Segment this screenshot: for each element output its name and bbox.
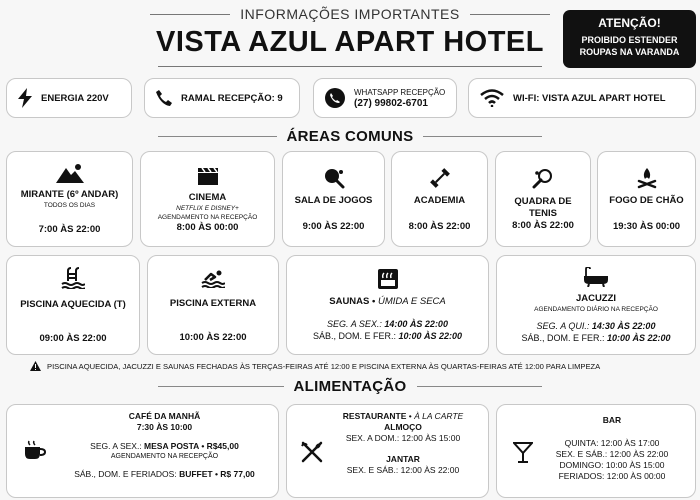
area-hours: 8:00 ÀS 00:00 <box>176 221 239 233</box>
area-card-academia <box>391 151 488 247</box>
area-card-jogos <box>282 151 385 247</box>
divider <box>158 136 277 137</box>
schedule-hours: 14:30 ÀS 22:00 <box>591 320 656 331</box>
whatsapp-value: (27) 99802-6701 <box>354 98 428 109</box>
area-card-mirante <box>6 151 133 247</box>
food-title: CAFÉ DA MANHÃ <box>128 411 201 421</box>
area-card-piscina-aquecida <box>6 255 140 355</box>
area-card-saunas <box>286 255 489 355</box>
bathtub-icon <box>583 267 609 287</box>
area-card-cinema <box>140 151 275 247</box>
food-hours: 7:30 ÀS 10:00 <box>136 422 193 432</box>
tennis-icon <box>532 168 554 190</box>
divider <box>470 14 550 15</box>
schedule-hours: 14:00 ÀS 22:00 <box>384 319 448 329</box>
food-title: BAR <box>602 415 622 425</box>
area-sub: AGENDAMENTO DIÁRIO NA RECEPÇÃO <box>534 305 658 313</box>
wifi-value: VISTA AZUL APART HOTEL <box>542 92 666 104</box>
ramal-value: 9 <box>277 92 283 104</box>
separator: • <box>369 296 378 307</box>
wifi-card <box>468 78 696 118</box>
attention-box <box>563 10 696 68</box>
schedule-day: SÁB., DOM. E FER.: <box>312 331 396 341</box>
whatsapp-icon <box>324 87 346 109</box>
area-sub: NETFLIX E DISNEY+ <box>176 204 239 212</box>
notice-text: PISCINA AQUECIDA, JACUZZI E SAUNAS FECHADAS ÀS TERÇAS-FEIRAS ATÉ 12:00 E PISCINA EXTERNA ÀS QUARTAS-FEIRAS ATÉ 12:00 PARA LIMPEZA <box>47 361 601 371</box>
page-subtitle: INFORMAÇÕES IMPORTANTES <box>240 6 460 22</box>
area-name: ACADEMIA <box>413 194 466 206</box>
energy-card <box>6 78 132 118</box>
divider <box>417 386 543 387</box>
area-name: JACUZZI <box>575 292 617 304</box>
area-hours: 7:00 ÀS 22:00 <box>38 224 101 235</box>
campfire-icon <box>636 167 658 189</box>
area-name: QUADRA DE <box>514 195 572 207</box>
area-name: MIRANTE (6º ANDAR) <box>20 189 119 200</box>
pool-ladder-icon <box>61 267 85 289</box>
area-sub: AGENDAMENTO NA RECEPÇÃO <box>157 213 258 221</box>
schedule-day: SEG. A SEX.: <box>327 319 382 329</box>
mountain-icon <box>56 163 84 183</box>
divider <box>158 66 542 67</box>
attention-heading: ATENÇÃO! <box>598 16 661 30</box>
schedule-day: SEG. A SEX.: <box>90 441 142 451</box>
area-name: SAUNAS <box>329 296 370 307</box>
whatsapp-card <box>313 78 457 118</box>
area-name: CINEMA <box>188 191 227 203</box>
area-hours: 10:00 ÀS 22:00 <box>179 331 247 343</box>
area-hours: 19:30 ÀS 00:00 <box>612 220 681 232</box>
coffee-cup-icon <box>23 439 47 461</box>
header-subtitle-row <box>150 6 550 22</box>
food-sub: À LA CARTE <box>414 411 464 421</box>
sauna-icon <box>377 268 399 290</box>
phone-icon <box>155 89 173 107</box>
areas-heading: ÁREAS COMUNS <box>286 128 414 145</box>
separator: • <box>406 411 415 421</box>
swimmer-icon <box>201 268 225 288</box>
energy-label: ENERGIA <box>41 92 84 104</box>
schedule-day: SÁB., DOM. E FER.: <box>521 332 605 343</box>
cutlery-icon <box>301 441 323 463</box>
divider <box>423 136 542 137</box>
area-name: PISCINA AQUECIDA (T) <box>20 298 126 310</box>
divider <box>158 386 284 387</box>
ramal-card <box>144 78 300 118</box>
food-offer: BUFFET • R$ 77,00 <box>179 469 255 479</box>
food-hours: FERIADOS: 12:00 ÀS 00:00 <box>558 471 666 481</box>
whatsapp-label: WHATSAPP RECEPÇÃO <box>354 88 446 97</box>
wifi-icon <box>479 89 505 107</box>
areas-section-heading <box>158 128 542 145</box>
area-name: SALA DE JOGOS <box>294 194 373 206</box>
area-card-fogo <box>597 151 696 247</box>
schedule-day: SÁB., DOM. E FERIADOS: <box>74 469 177 479</box>
clapperboard-icon <box>197 166 219 186</box>
cocktail-icon <box>513 441 533 463</box>
area-sub: TODOS OS DIAS <box>43 202 96 209</box>
schedule-day: SEG. A QUI.: <box>536 320 590 331</box>
lightning-icon <box>17 88 33 108</box>
food-hours: SEX. E SÁB.: 12:00 ÀS 22:00 <box>555 449 669 459</box>
wifi-label: WI-FI: <box>513 92 540 104</box>
schedule-hours: 10:00 ÀS 22:00 <box>606 332 671 343</box>
food-meal: JANTAR <box>386 454 420 464</box>
energy-value: 220V <box>86 92 109 104</box>
area-name: PISCINA EXTERNA <box>169 297 257 309</box>
food-meal: ALMOÇO <box>384 422 422 432</box>
food-card-cafe <box>6 404 279 498</box>
food-section-heading <box>158 378 542 395</box>
food-hours: SEX. E SÁB.: 12:00 ÀS 22:00 <box>346 465 460 475</box>
area-card-quadra <box>495 151 591 247</box>
schedule-hours: 10:00 ÀS 22:00 <box>398 331 463 341</box>
food-heading: ALIMENTAÇÃO <box>293 378 407 395</box>
area-hours: 8:00 ÀS 22:00 <box>512 219 574 231</box>
area-name: TENIS <box>529 207 557 219</box>
area-hours: 9:00 ÀS 22:00 <box>302 220 365 232</box>
area-hours: 8:00 ÀS 22:00 <box>408 220 471 232</box>
food-hours: QUINTA: 12:00 ÀS 17:00 <box>564 438 660 448</box>
food-card-bar <box>496 404 696 498</box>
area-card-piscina-externa <box>147 255 279 355</box>
food-hours: DOMINGO: 10:00 ÀS 15:00 <box>559 460 665 470</box>
divider <box>150 14 230 15</box>
attention-line: ROUPAS NA VARANDA <box>579 47 680 57</box>
attention-line: PROIBIDO ESTENDER <box>581 35 678 45</box>
area-hours: 09:00 ÀS 22:00 <box>39 332 107 344</box>
area-name: FOGO DE CHÃO <box>609 194 684 206</box>
area-card-jacuzzi <box>496 255 696 355</box>
food-card-restaurante <box>286 404 489 498</box>
page-title: VISTA AZUL APART HOTEL <box>156 26 544 58</box>
ping-pong-icon <box>323 167 345 189</box>
food-title: RESTAURANTE <box>342 411 407 421</box>
ramal-label: RAMAL RECEPÇÃO: <box>181 92 275 104</box>
dumbbell-icon <box>429 167 451 189</box>
closure-notice <box>30 361 680 371</box>
food-hours: SEX. A DOM.: 12:00 ÀS 15:00 <box>345 433 461 443</box>
food-offer: MESA POSTA • R$45,00 <box>144 441 239 451</box>
warning-icon <box>30 361 41 371</box>
area-sub: ÚMIDA E SECA <box>377 296 446 307</box>
food-sub: AGENDAMENTO NA RECEPÇÃO <box>110 453 219 460</box>
